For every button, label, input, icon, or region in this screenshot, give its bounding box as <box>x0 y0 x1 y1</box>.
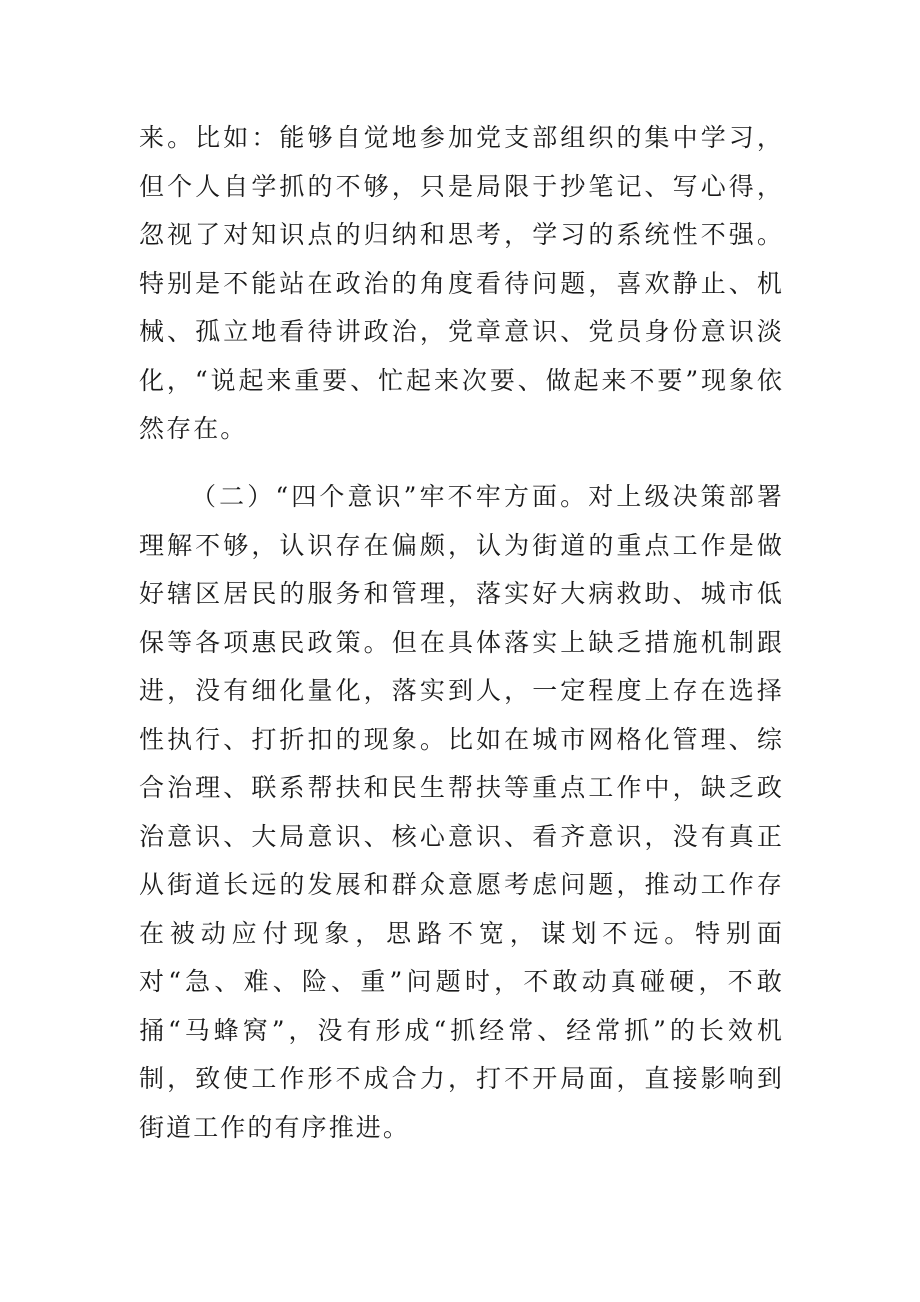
body-paragraph-section-two: （二）“四个意识”牢不牢方面。对上级决策部署理解不够，认识存在偏颇，认为街道的重点工作是做好辖区居民的服务和管理，落实好大病救助、城市低保等各项惠民政策。但在具体落实上缺乏措施机制跟进，没有细化量化，落实到人，一定程度上存在选择性执行、打折扣的现象。比如在城市网格化管理、综合治理、联系帮扶和民生帮扶等重点工作中，缺乏政治意识、大局意识、核心意识、看齐意识，没有真正从街道长远的发展和群众意愿考虑问题，推动工作存在被动应付现象，思路不宽，谋划不远。特别面对“急、难、险、重”问题时，不敢动真碰硬，不敢捅“马蜂窝”，没有形成“抓经常、经常抓”的长效机制，致使工作形不成合力，打不开局面，直接影响到街道工作的有序推进。 <box>139 482 784 1142</box>
body-paragraph-continuation: 来。比如：能够自觉地参加党支部组织的集中学习，但个人自学抓的不够，只是局限于抄笔记、写心得，忽视了对知识点的归纳和思考，学习的系统性不强。特别是不能站在政治的角度看待问题，喜欢静止、机械、孤立地看待讲政治，党章意识、党员身份意识淡化，“说起来重要、忙起来次要、做起来不要”现象依然存在。 <box>139 123 784 443</box>
